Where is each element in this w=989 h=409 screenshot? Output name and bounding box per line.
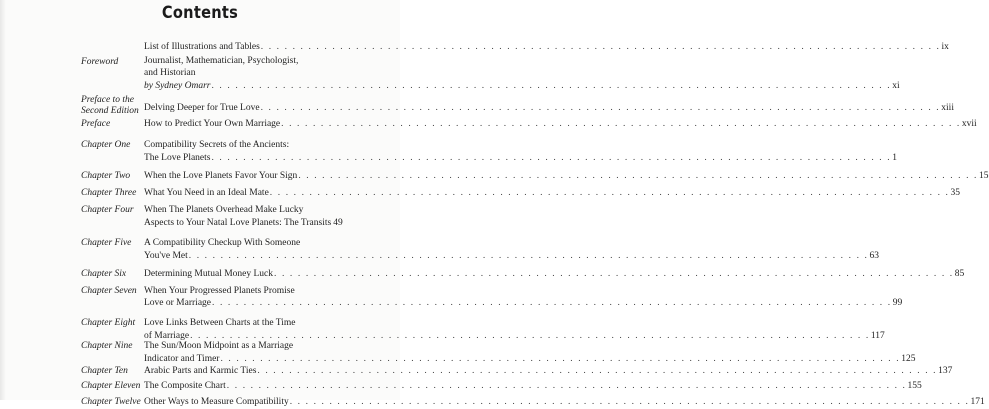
leader-dots [227,380,907,393]
toc-line: How to Predict Your Own Marriage . . . xvii [144,118,332,131]
section-label: Chapter Two [81,171,131,182]
leader-dots [281,118,961,131]
section-label: Chapter Twelve [81,397,141,407]
leader-dots [261,41,941,54]
toc-line: When the Love Planets Favor Your Sign . . . 15 [144,170,332,183]
section-label: Chapter Eight [81,318,136,328]
toc-line: A Compatibility Checkup With Someone [144,238,301,249]
toc-line: Compatibility Secrets of the Ancients: [144,140,290,151]
toc-line: Love Links Between Charts at the Time [144,318,296,328]
leader-dots [212,297,892,310]
leader-dots [261,102,941,115]
page-number: 15 [979,171,989,182]
toc-line: Determining Mutual Money Luck . . . 85 [144,268,332,281]
toc-line: Aspects to Your Natal Love Planets: The Transits 49 [144,217,343,228]
section-label: Chapter Eleven [81,381,141,392]
toc-line: of Marriage . . . 117 [144,330,332,343]
page-number: 117 [870,330,885,341]
leader-dots [274,268,954,281]
page-edge-shadow [0,0,6,400]
page-number: 99 [892,298,903,309]
section-label: Chapter Three [81,187,137,198]
toc-line: Journalist, Mathematician, Psychologist, [144,55,299,66]
toc-line: The Love Planets . . . 1 [144,152,332,165]
toc-line: List of Illustrations and Tables . . . ix [144,41,332,54]
leader-dots [189,250,869,263]
page-number: ix [941,42,949,52]
section-label: Chapter Four [81,205,134,216]
section-label: Chapter Seven [81,285,137,296]
toc-line: You've Met . . . 63 [144,250,332,263]
leader-dots [270,187,950,200]
toc-line: The Sun/Moon Midpoint as a Marriage [144,341,294,352]
toc-line [144,80,900,93]
section-label: Chapter Nine [81,341,133,352]
page-title: Contents [161,3,239,23]
page-number: 63 [869,250,880,261]
section-label: Chapter One [81,140,131,151]
toc-line: The Composite Chart . . . 155 [144,380,332,393]
page-number: 137 [938,365,953,376]
author-credit: by Sydney Omarr [144,81,211,92]
leader-dots [211,80,891,93]
leader-dots [257,365,937,378]
section-label: Preface [81,119,111,130]
section-label: Chapter Five [81,238,132,249]
page-number: 1 [892,152,897,163]
section-label: Chapter Ten [81,365,128,376]
page-number: xiii [941,102,954,113]
leader-dots [211,152,891,165]
section-label: Foreword [81,56,119,67]
section-label: Chapter Six [81,269,127,280]
toc-line: Other Ways to Measure Compatibility . . . 171 [144,396,332,409]
toc-line: When The Planets Overhead Make Lucky [144,205,304,216]
leader-dots [220,353,900,366]
page-number: xvii [961,119,977,130]
section-label: Preface to the Second Edition [81,94,139,116]
page-number: 171 [970,397,985,407]
toc-line: and Historian [144,68,196,79]
leader-dots [298,170,978,183]
page-number: 125 [901,354,916,365]
page-number: 35 [950,187,961,198]
page-number: 85 [954,269,965,280]
page-number: 155 [907,381,922,392]
toc-line: Arabic Parts and Karmic Ties . . . 137 [144,365,332,378]
toc-line: Indicator and Timer . . . 125 [144,353,332,366]
leader-dots [290,396,970,409]
toc-line: When Your Progressed Planets Promise [144,285,295,296]
page-number: xi [892,81,900,92]
toc-line: What You Need in an Ideal Mate . . . 35 [144,187,332,200]
toc-line: Love or Marriage . . . 99 [144,297,332,310]
page-number: 49 [333,217,343,228]
toc-line: Delving Deeper for True Love . . . xiii [144,102,332,115]
